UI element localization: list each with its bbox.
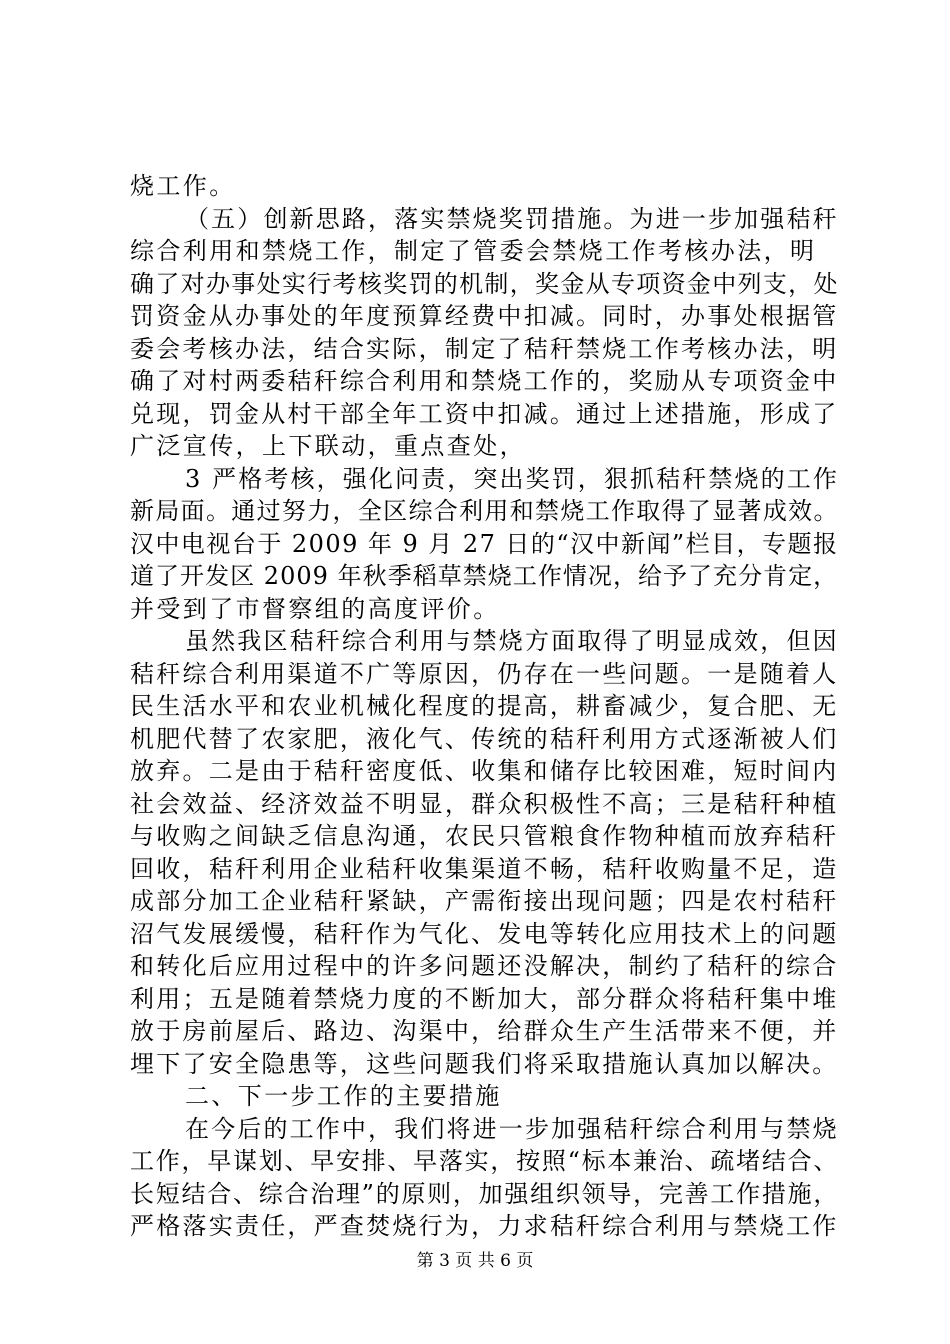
text-line: 秸秆综合利用渠道不广等原因，仍存在一些问题。一是随着人 [130,659,839,688]
text-line: 和转化后应用过程中的许多问题还没解决，制约了秸秆的综合 [130,952,839,980]
text-line: 社会效益、经济效益不明显，群众积极性不高；三是秸秆种植 [130,789,839,818]
text-line: 确了对办事处实行考核奖罚的机制，奖金从专项资金中列支，处 [130,269,839,298]
text-line: 民生活水平和农业机械化程度的提高，耕畜减少，复合肥、无 [130,692,839,720]
text-line: 综合利用和禁烧工作，制定了管委会禁烧工作考核办法，明 [130,237,817,265]
page-footer: 第 3 页 共 6 页 [416,1251,534,1271]
text-line: 在今后的工作中，我们将进一步加强秸秆综合利用与禁烧 [185,1114,839,1143]
document-body [130,170,840,1243]
text-line: 回收，秸秆利用企业秸秆收集渠道不畅，秸秆收购量不足，造 [130,854,839,883]
text-line: 并受到了市督察组的高度评价。 [130,594,500,623]
text-line: 机肥代替了农家肥，液化气、传统的秸秆利用方式逐渐被人们 [130,724,839,753]
text-line: （五）创新思路，落实禁烧奖罚措施。为进一步加强秸秆 [185,204,839,233]
text-line: 新局面。通过努力，全区综合利用和禁烧工作取得了显著成效。 [130,497,839,525]
text-line: 二、下一步工作的主要措施 [185,1082,502,1110]
text-line: 与收购之间缺乏信息沟通，农民只管粮食作物种植而放弃秸秆 [130,822,839,850]
text-line: 3 严格考核，强化问责，突出奖罚，狠抓秸秆禁烧的工作 [185,464,839,493]
text-line: 委会考核办法，结合实际，制定了秸秆禁烧工作考核办法，明 [130,334,839,363]
text-line: 道了开发区 2009 年秋季稻草禁烧工作情况，给予了充分肯定， [130,562,839,590]
text-line: 工作，早谋划、早安排、早落实，按照“标本兼治、疏堵结合、 [130,1147,840,1175]
text-line: 汉中电视台于 2009 年 9 月 27 日的“汉中新闻”栏目，专题报 [130,529,839,558]
text-line: 罚资金从办事处的年度预算经费中扣减。同时，办事处根据管 [130,302,839,330]
text-line: 严格落实责任，严查焚烧行为，力求秸秆综合利用与禁烧工作 [130,1212,839,1240]
text-line: 烧工作。 [130,172,236,200]
text-line: 放弃。二是由于秸秆密度低、收集和储存比较困难，短时间内 [130,757,839,785]
text-line: 埋下了安全隐患等，这些问题我们将采取措施认真加以解决。 [130,1049,839,1078]
text-line: 确了对村两委秸秆综合利用和禁烧工作的，奖励从专项资金中 [130,367,839,395]
text-line: 沼气发展缓慢，秸秆作为气化、发电等转化应用技术上的问题 [130,919,839,948]
text-line: 成部分加工企业秸秆紧缺，产需衔接出现问题；四是农村秸秆 [130,887,839,915]
text-line: 放于房前屋后、路边、沟渠中，给群众生产生活带来不便，并 [130,1017,839,1045]
text-line: 长短结合、综合治理”的原则，加强组织领导，完善工作措施， [130,1179,840,1208]
text-line: 兑现，罚金从村干部全年工资中扣减。通过上述措施，形成了 [130,399,839,428]
text-line: 广泛宣传，上下联动，重点查处， [130,432,526,460]
text-line: 利用；五是随着禁烧力度的不断加大，部分群众将秸秆集中堆 [130,984,839,1013]
text-line: 虽然我区秸秆综合利用与禁烧方面取得了明显成效，但因 [185,627,839,655]
